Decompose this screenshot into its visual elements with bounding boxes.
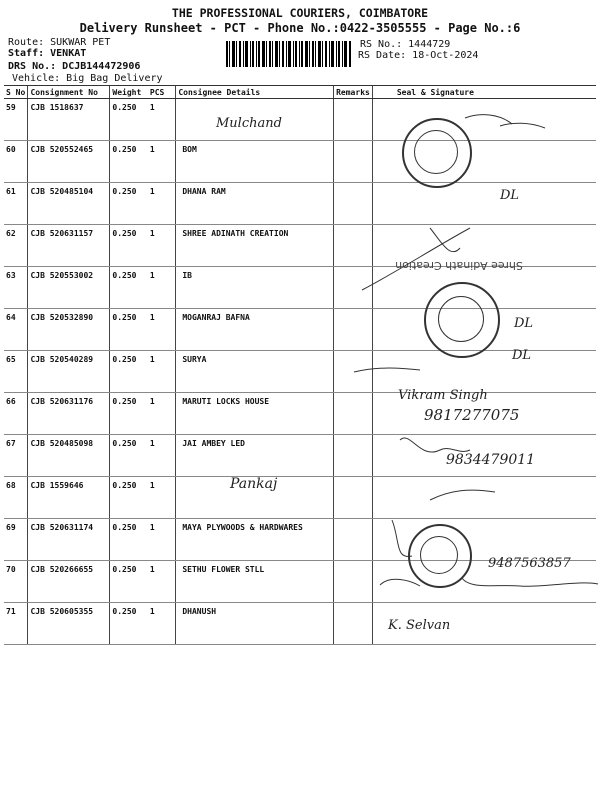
remarks-cell [334, 561, 373, 603]
vehicle-label: Vehicle: Big Bag Delivery [12, 73, 163, 84]
sno-cell: 71 [4, 603, 28, 645]
pcs-cell: 1 [148, 267, 176, 309]
weight-cell: 0.250 [110, 309, 148, 351]
consignment-cell: CJB 520532890 [28, 309, 110, 351]
sno-cell: 60 [4, 141, 28, 183]
shree-adinath-stamp [354, 212, 564, 272]
weight-cell: 0.250 [110, 603, 148, 645]
consignment-cell: CJB 520631174 [28, 519, 110, 561]
staff-label: Staff: VENKAT [8, 48, 87, 59]
weight-cell: 0.250 [110, 141, 148, 183]
rs-number: RS No.: 1444729 [360, 39, 451, 50]
maya-plywoods-stamp [408, 524, 472, 588]
sno-cell: 68 [4, 477, 28, 519]
consignment-cell: CJB 520266655 [28, 561, 110, 603]
sno-cell: 64 [4, 309, 28, 351]
barcode-icon [226, 41, 352, 67]
consignee-cell: IB [176, 267, 334, 309]
col-header-consignee: Consignee Details [176, 86, 334, 99]
sno-cell: 66 [4, 393, 28, 435]
drs-number: DRS No.: DCJB144472906 [8, 61, 141, 72]
weight-cell: 0.250 [110, 267, 148, 309]
pcs-cell: 1 [148, 351, 176, 393]
handwritten-mark: DL [500, 188, 520, 203]
consignee-cell: JAI AMBEY LED [176, 435, 334, 477]
sno-cell: 67 [4, 435, 28, 477]
consignee-cell: SHREE ADINATH CREATION [176, 225, 334, 267]
consignee-cell: DHANUSH [176, 603, 334, 645]
sno-cell: 65 [4, 351, 28, 393]
company-title: THE PROFESSIONAL COURIERS, COIMBATORE [171, 6, 429, 20]
remarks-cell [334, 435, 373, 477]
col-header-consignment: Consignment No [28, 86, 110, 99]
handwritten-phone: 9487563857 [488, 556, 571, 571]
sno-cell: 63 [4, 267, 28, 309]
consignee-cell: DHANA RAM [176, 183, 334, 225]
handwritten-signature: K. Selvan [388, 618, 451, 633]
table-row [4, 603, 596, 645]
handwritten-note: Mulchand [216, 116, 282, 131]
remarks-cell [334, 393, 373, 435]
signature-cell [372, 519, 596, 561]
consignment-cell: CJB 520553002 [28, 267, 110, 309]
weight-cell: 0.250 [110, 225, 148, 267]
col-header-weight: Weight [110, 86, 148, 99]
pcs-cell: 1 [148, 225, 176, 267]
handwritten-name: Vikram Singh [398, 388, 488, 403]
table-header-row [4, 86, 596, 99]
remarks-cell [334, 141, 373, 183]
consignee-cell: MAYA PLYWOODS & HARDWARES [176, 519, 334, 561]
remarks-cell [334, 351, 373, 393]
weight-cell: 0.250 [110, 561, 148, 603]
consignment-cell: CJB 1518637 [28, 99, 110, 141]
sno-cell: 69 [4, 519, 28, 561]
consignment-cell: CJB 520485104 [28, 183, 110, 225]
consignee-cell: SETHU FLOWER STLL [176, 561, 334, 603]
weight-cell: 0.250 [110, 435, 148, 477]
pcs-cell: 1 [148, 141, 176, 183]
remarks-cell [334, 309, 373, 351]
pcs-cell: 1 [148, 477, 176, 519]
col-header-pcs: PCS [148, 86, 176, 99]
weight-cell: 0.250 [110, 351, 148, 393]
pcs-cell: 1 [148, 309, 176, 351]
handwritten-mark: DL [512, 348, 532, 363]
table-row [4, 309, 596, 351]
remarks-cell [334, 267, 373, 309]
pcs-cell: 1 [148, 561, 176, 603]
consignee-cell: MARUTI LOCKS HOUSE [176, 393, 334, 435]
pcs-cell: 1 [148, 99, 176, 141]
pcs-cell: 1 [148, 435, 176, 477]
remarks-cell [334, 519, 373, 561]
table-row [4, 141, 596, 183]
consignee-cell: SURYA [176, 351, 334, 393]
sno-cell: 61 [4, 183, 28, 225]
col-header-sno: S No [4, 86, 28, 99]
weight-cell: 0.250 [110, 393, 148, 435]
table-row [4, 267, 596, 309]
table-row [4, 351, 596, 393]
handwritten-phone: 9834479011 [446, 452, 536, 468]
col-header-seal: Seal & Signature [372, 86, 596, 99]
round-seal-stamp [402, 118, 472, 188]
remarks-cell [334, 477, 373, 519]
weight-cell: 0.250 [110, 519, 148, 561]
shree-adinath-stamp-text: Shree Adinath Creation [395, 259, 523, 272]
consignee-cell: BOM [176, 141, 334, 183]
pcs-cell: 1 [148, 519, 176, 561]
sno-cell: 62 [4, 225, 28, 267]
handwritten-note: Pankaj [230, 476, 278, 492]
pcs-cell: 1 [148, 393, 176, 435]
runsheet-subtitle: Delivery Runsheet - PCT - Phone No.:0422-3505555 - Page No.:6 [79, 21, 521, 35]
consignment-cell: CJB 520631157 [28, 225, 110, 267]
consignment-cell: CJB 520605355 [28, 603, 110, 645]
col-header-remarks: Remarks [334, 86, 373, 99]
handwritten-mark: DL [514, 316, 534, 331]
weight-cell: 0.250 [110, 477, 148, 519]
handwritten-phone: 9817277075 [424, 406, 520, 424]
consignment-cell: CJB 520540289 [28, 351, 110, 393]
consignee-cell: MOGANRAJ BAFNA [176, 309, 334, 351]
pcs-cell: 1 [148, 603, 176, 645]
consignment-cell: CJB 1559646 [28, 477, 110, 519]
remarks-cell [334, 603, 373, 645]
consignment-cell: CJB 520631176 [28, 393, 110, 435]
table-row [4, 519, 596, 561]
consignment-cell: CJB 520485098 [28, 435, 110, 477]
rs-date: RS Date: 18-Oct-2024 [358, 50, 479, 61]
weight-cell: 0.250 [110, 183, 148, 225]
table-row [4, 99, 596, 141]
consignment-cell: CJB 520552465 [28, 141, 110, 183]
signature-cell [372, 351, 596, 393]
table-row [4, 477, 596, 519]
pcs-cell: 1 [148, 183, 176, 225]
remarks-cell [334, 99, 373, 141]
sno-cell: 59 [4, 99, 28, 141]
route-label: Route: SUKWAR PET [8, 37, 111, 48]
round-seal-stamp [424, 282, 500, 358]
weight-cell: 0.250 [110, 99, 148, 141]
sno-cell: 70 [4, 561, 28, 603]
signature-cell [372, 477, 596, 519]
